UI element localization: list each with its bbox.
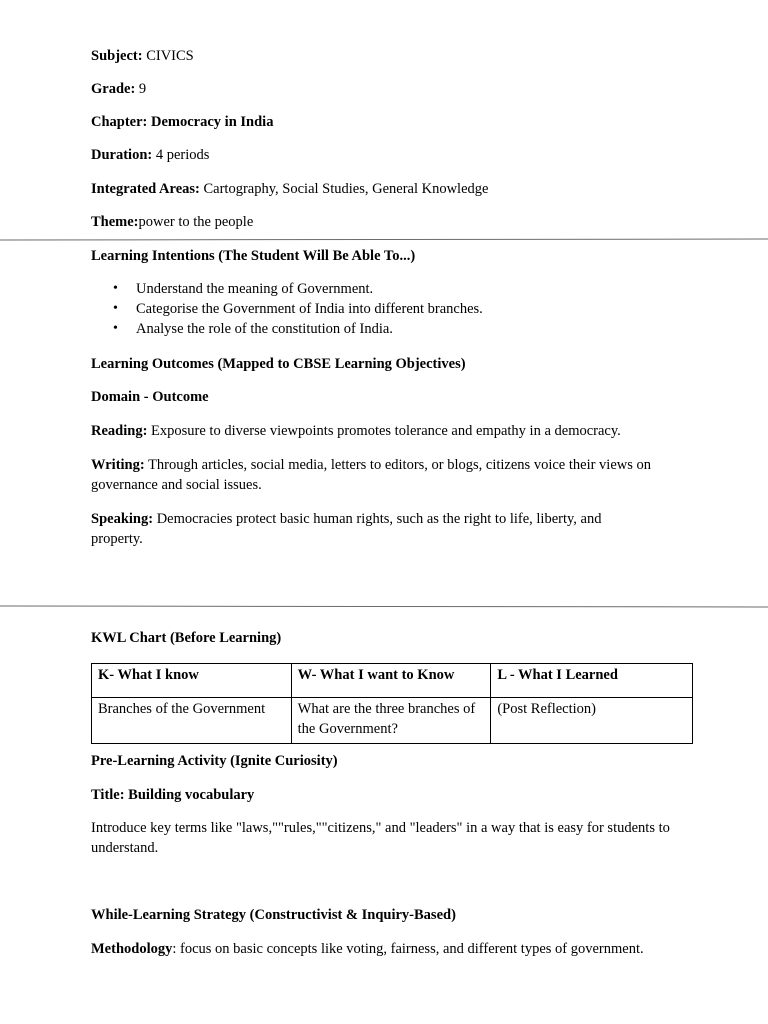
list-item: • Categorise the Government of India into different branches. <box>113 301 483 317</box>
table-row <box>92 698 693 744</box>
column-header-know: K- What I know <box>92 664 292 698</box>
duration-label: Duration: <box>91 147 153 163</box>
speaking-text: Democracies protect basic human rights, such as the right to life, liberty, and property. <box>91 511 602 547</box>
subject-label: Subject: <box>91 48 143 64</box>
speaking-outcome <box>91 509 631 549</box>
cell-know: Branches of the Government <box>92 698 292 744</box>
integrated-areas-value: Cartography, Social Studies, General Knowledge <box>199 181 489 197</box>
theme-line <box>91 212 253 232</box>
domain-outcome-heading: Domain - Outcome <box>91 389 209 405</box>
while-learning-heading: While-Learning Strategy (Constructivist & Inquiry-Based) <box>91 907 456 923</box>
pre-learning-title: Title: Building vocabulary <box>91 787 255 803</box>
learning-intentions-list <box>91 279 483 339</box>
integrated-areas-line <box>91 179 488 199</box>
methodology-label: Methodology <box>91 941 173 957</box>
speaking-label: Speaking: <box>91 511 154 527</box>
kwl-heading: KWL Chart (Before Learning) <box>91 630 282 646</box>
reading-text: Exposure to diverse viewpoints promotes tolerance and empathy in a democracy. <box>147 423 621 439</box>
pre-learning-text: Introduce key terms like "laws,""rules,""citizens," and "leaders" in a way that is easy for students to understand. <box>91 820 670 856</box>
section-divider <box>0 239 768 241</box>
pre-learning-heading: Pre-Learning Activity (Ignite Curiosity) <box>91 753 338 769</box>
table-header-row <box>92 664 693 698</box>
section-divider <box>0 606 768 608</box>
list-item: • Analyse the role of the constitution of India. <box>113 321 393 337</box>
duration-value: 4 periods <box>152 147 210 163</box>
methodology-text: : focus on basic concepts like voting, fairness, and different types of government. <box>172 941 644 957</box>
grade-label: Grade: <box>91 81 136 97</box>
chapter-line <box>91 112 273 132</box>
cell-learned: (Post Reflection) <box>491 698 693 744</box>
list-item: • Understand the meaning of Government. <box>113 281 374 297</box>
subject-value: CIVICS <box>142 48 194 64</box>
learning-intentions-heading: Learning Intentions (The Student Will Be Able To...) <box>91 248 416 264</box>
reading-label: Reading: <box>91 423 148 439</box>
writing-label: Writing: <box>91 457 145 473</box>
theme-label: Theme: <box>91 214 139 230</box>
integrated-areas-label: Integrated Areas: <box>91 181 200 197</box>
bullet-icon: • <box>113 281 118 296</box>
reading-outcome <box>91 421 691 441</box>
kwl-table <box>91 663 693 744</box>
methodology-line <box>91 939 644 959</box>
chapter-label: Chapter: Democracy in India <box>91 114 274 130</box>
column-header-learned: L - What I Learned <box>491 664 693 698</box>
theme-value: power to the people <box>138 214 254 230</box>
bullet-icon: • <box>113 301 118 316</box>
duration-line <box>91 145 209 165</box>
subject-line <box>91 46 194 66</box>
bullet-icon: • <box>113 321 118 336</box>
cell-want: What are the three branches of the Government? <box>291 698 491 744</box>
grade-line <box>91 79 146 99</box>
writing-outcome <box>91 455 686 495</box>
writing-text: Through articles, social media, letters to editors, or blogs, citizens voice their views on governance and social issues. <box>91 457 651 493</box>
grade-value: 9 <box>135 81 147 97</box>
learning-outcomes-heading: Learning Outcomes (Mapped to CBSE Learning Objectives) <box>91 356 466 372</box>
column-header-want: W- What I want to Know <box>291 664 491 698</box>
